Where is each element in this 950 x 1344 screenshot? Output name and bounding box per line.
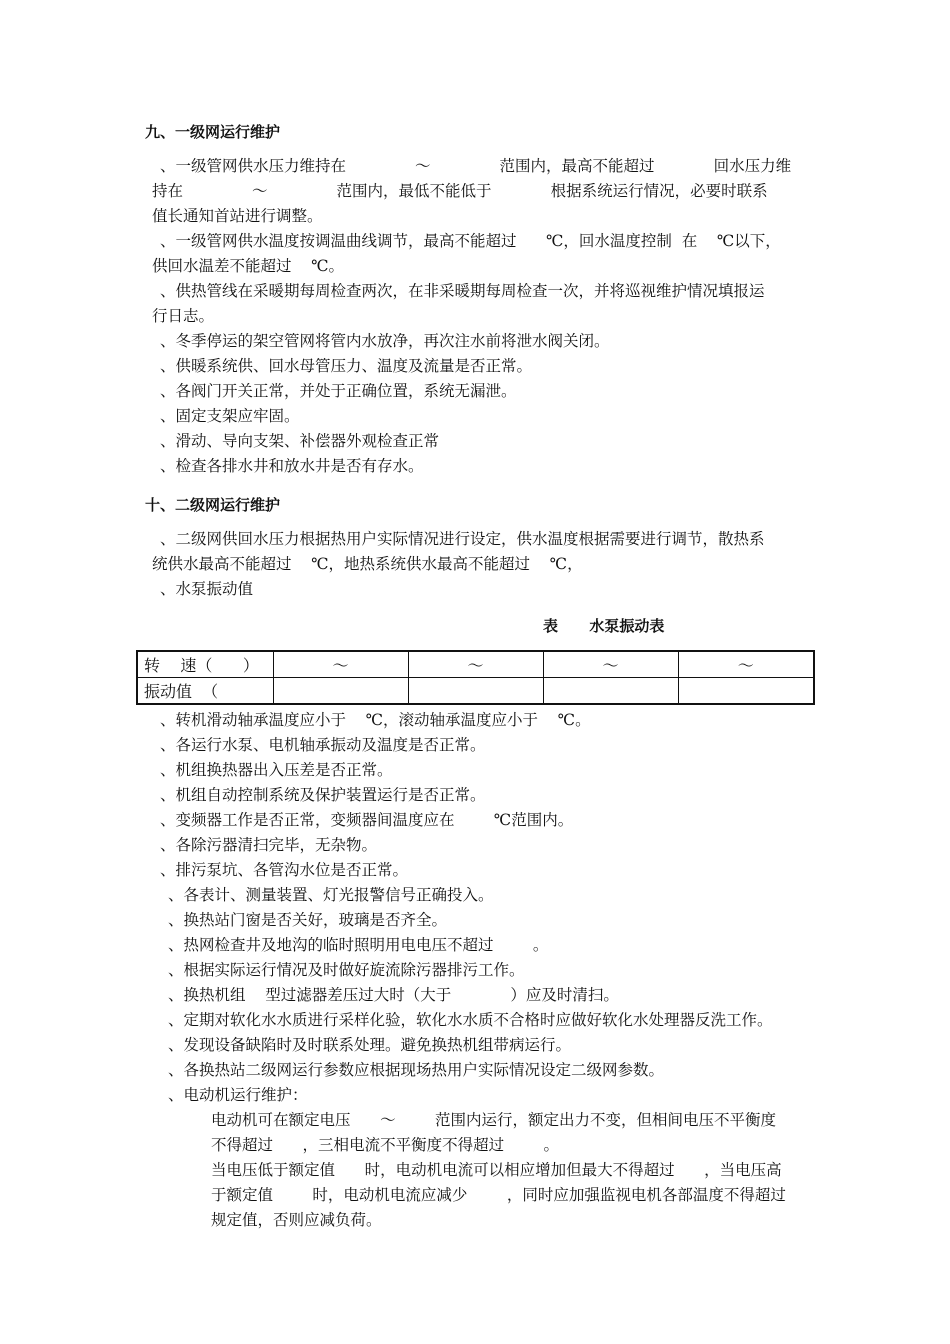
list-item: 、热网检查井及地沟的临时照明用电电压不超过 。: [168, 936, 549, 954]
list-item: 、根据实际运行情况及时做好旋流除污器排污工作。: [168, 961, 525, 979]
list-item: 、水泵振动值: [160, 580, 254, 598]
paragraph-line: 当电压低于额定值 时，电动机电流可以相应增加但最大不得超过 ，当电压高: [211, 1161, 782, 1179]
table-cell: ～: [408, 651, 543, 678]
list-item: 、转机滑动轴承温度应小于 ℃，滚动轴承温度应小于 ℃。: [160, 711, 591, 729]
paragraph-line: 不得超过 ，三相电流不平衡度不得超过 。: [211, 1136, 559, 1154]
list-item: 、各运行水泵、电机轴承振动及温度是否正常。: [160, 736, 486, 754]
list-item: 、各阀门开关正常，并处于正确位置，系统无漏泄。: [160, 382, 517, 400]
list-item: 、供暖系统供、回水母管压力、温度及流量是否正常。: [160, 357, 533, 375]
list-item: 、排污泵坑、各管沟水位是否正常。: [160, 861, 409, 879]
list-item: 、冬季停运的架空管网将管内水放净，再次注水前将泄水阀关闭。: [160, 332, 610, 350]
list-item: 、换热站门窗是否关好，玻璃是否齐全。: [168, 911, 448, 929]
table-cell: [678, 678, 814, 705]
list-item: 、换热机组 型过滤器差压过大时（大于 ）应及时清扫。: [168, 986, 619, 1004]
table-row: [137, 678, 814, 705]
table-cell: [408, 678, 543, 705]
paragraph-line: 、一级管网供水温度按调温曲线调节，最高不能超过 ℃，回水温度控制 在 ℃以下，: [160, 232, 781, 250]
vibration-label-cell: 振动值 （: [137, 678, 273, 705]
paragraph-line: 统供水最高不能超过 ℃，地热系统供水最高不能超过 ℃，: [152, 555, 583, 573]
paragraph-line: 规定值，否则应减负荷。: [211, 1211, 382, 1229]
table-cell: ～: [273, 651, 408, 678]
list-item: 、变频器工作是否正常，变频器间温度应在 ℃范围内。: [160, 811, 574, 829]
list-item: 、检查各排水井和放水井是否有存水。: [160, 457, 424, 475]
paragraph-line: 行日志。: [152, 307, 215, 325]
list-item: 、各换热站二级网运行参数应根据现场热用户实际情况设定二级网参数。: [168, 1061, 665, 1079]
list-item: 、固定支架应牢固。: [160, 407, 300, 425]
table-cell: [273, 678, 408, 705]
table-cell: [543, 678, 678, 705]
table-caption: 表 水泵振动表: [543, 617, 665, 635]
section-9-heading: 九、一级网运行维护: [145, 123, 281, 141]
list-item: 、定期对软化水水质进行采样化验，软化水水质不合格时应做好软化水处理器反洗工作。: [168, 1011, 773, 1029]
list-item: 、滑动、导向支架、补偿器外观检查正常: [160, 432, 440, 450]
pump-vibration-table: [136, 650, 815, 705]
list-item: 、各除污器清扫完毕，无杂物。: [160, 836, 378, 854]
paragraph-line: 、供热管线在采暖期每周检查两次，在非采暖期每周检查一次，并将巡视维护情况填报运: [160, 282, 765, 300]
list-item: 、机组换热器出入压差是否正常。: [160, 761, 393, 779]
table-cell: ～: [678, 651, 814, 678]
paragraph-line: 、二级网供回水压力根据热用户实际情况进行设定，供水温度根据需要进行调节，散热系: [160, 530, 765, 548]
list-item: 、电动机运行维护：: [168, 1086, 308, 1104]
list-item: 、发现设备缺陷时及时联系处理。避免换热机组带病运行。: [168, 1036, 572, 1054]
paragraph-line: 电动机可在额定电压 ～ 范围内运行，额定出力不变，但相间电压不平衡度: [211, 1111, 776, 1129]
speed-label-cell: 转 速（ ）: [137, 651, 273, 678]
section-10-heading: 十、二级网运行维护: [145, 496, 281, 514]
paragraph-line: 值长通知首站进行调整。: [152, 207, 323, 225]
paragraph-line: 持在 ～ 范围内，最低不能低于 根据系统运行情况，必要时联系: [152, 182, 768, 200]
table-cell: ～: [543, 651, 678, 678]
paragraph-line: 于额定值 时，电动机电流应减少 ，同时应加强监视电机各部温度不得超过: [211, 1186, 786, 1204]
list-item: 、各表计、测量装置、灯光报警信号正确投入。: [168, 886, 494, 904]
paragraph-line: 供回水温差不能超过 ℃。: [152, 257, 345, 275]
table-row: [137, 651, 814, 678]
paragraph-line: 、一级管网供水压力维持在 ～ 范围内，最高不能超过 回水压力维: [160, 157, 792, 175]
list-item: 、机组自动控制系统及保护装置运行是否正常。: [160, 786, 486, 804]
